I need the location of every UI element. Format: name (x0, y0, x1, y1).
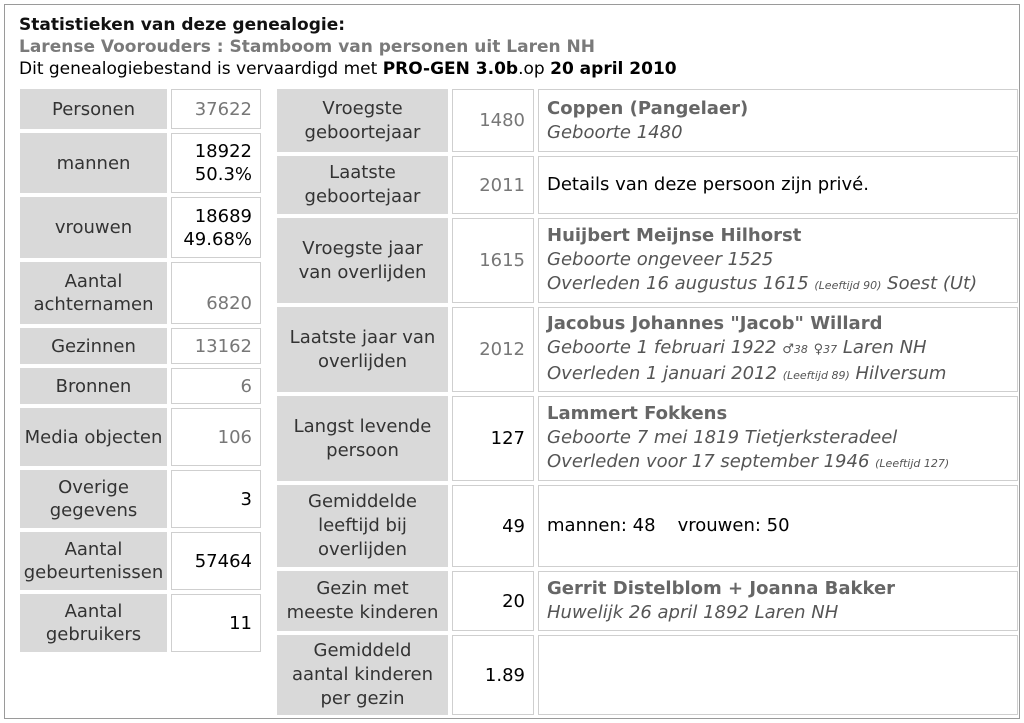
record-value: 2011 (452, 156, 534, 214)
stat-row-gebeurtenissen (20, 532, 261, 590)
page-title: Statistieken van deze genealogie: (19, 15, 346, 35)
record-detail (538, 485, 1018, 567)
record-label: Vroegste geboortejaar (277, 89, 448, 152)
stat-row-bronnen (20, 368, 261, 404)
stat-label: vrouwen (20, 197, 167, 258)
record-row-gemiddeld-kinderen (277, 635, 1018, 715)
stat-label: mannen (20, 133, 167, 193)
record-row-vroegste-overlijden (277, 218, 1018, 303)
birth-line: Geboorte ongeveer 1525 (547, 248, 774, 270)
stat-value: 3 (171, 470, 261, 528)
stat-row-gezinnen (20, 328, 261, 364)
made-with-line (19, 58, 1009, 80)
birth-line: Geboorte 1 februari 1922 ♂38 ♀37 Laren NH (547, 336, 927, 358)
stat-label: Overige gegevens (20, 470, 167, 528)
record-row-meeste-kinderen (277, 571, 1018, 631)
stat-row-vrouwen (20, 197, 261, 258)
made-date: 20 april 2010 (550, 59, 677, 79)
gender-averages: mannen: 48 vrouwen: 50 (547, 515, 790, 536)
record-row-laatste-overlijden (277, 307, 1018, 392)
record-label: Laatste geboortejaar (277, 156, 448, 214)
record-detail (538, 307, 1018, 392)
record-label: Gemiddeld aantal kinderen per gezin (277, 635, 448, 715)
stat-row-overige (20, 470, 261, 528)
header (19, 14, 1009, 80)
stat-row-gebruikers (20, 594, 261, 652)
stat-value: 13162 (171, 328, 261, 364)
record-detail (538, 396, 1018, 481)
stat-row-mannen (20, 133, 261, 193)
made-mid: .op (518, 59, 545, 79)
death-line: Overleden 16 augustus 1615 (Leeftijd 90) Soest (Ut) (547, 272, 978, 294)
record-value: 1615 (452, 218, 534, 303)
female-icon: ♀ (813, 341, 824, 357)
person-link[interactable]: Lammert Fokkens (547, 402, 728, 424)
record-label: Laatste jaar van overlijden (277, 307, 448, 392)
stat-label: Gezinnen (20, 328, 167, 364)
stat-value: 6820 (171, 262, 261, 324)
made-prefix: Dit genealogiebestand is vervaardigd met (19, 59, 378, 79)
record-value: 127 (452, 396, 534, 481)
record-detail (538, 218, 1018, 303)
person-link[interactable]: Huijbert Meijnse Hilhorst (547, 224, 802, 246)
record-detail (538, 571, 1018, 631)
record-row-langst-levende (277, 396, 1018, 481)
stat-row-achternamen (20, 262, 261, 324)
stat-label: Aantal gebeurtenissen (20, 532, 167, 590)
record-label: Gemiddelde leeftijd bij overlijden (277, 485, 448, 567)
record-detail (538, 89, 1018, 152)
family-link[interactable]: Gerrit Distelblom + Joanna Bakker (547, 578, 896, 599)
stat-value: 6 (171, 368, 261, 404)
stat-value: 11 (171, 594, 261, 652)
program-name: PRO-GEN 3.0b (382, 59, 519, 79)
database-subtitle: Larense Voorouders : Stamboom van personen uit Laren NH (19, 37, 595, 57)
record-row-vroegste-geboortejaar (277, 89, 1018, 152)
stat-value: 18922 50.3% (171, 133, 261, 193)
record-value: 20 (452, 571, 534, 631)
stat-label: Personen (20, 89, 167, 129)
birth-line: Geboorte 1480 (547, 121, 683, 143)
stat-value: 106 (171, 408, 261, 466)
stat-value: 37622 (171, 89, 261, 129)
male-icon: ♂ (782, 341, 794, 357)
record-row-laatste-geboortejaar (277, 156, 1018, 214)
stat-row-media (20, 408, 261, 466)
person-link[interactable]: Jacobus Johannes "Jacob" Willard (547, 312, 883, 334)
record-value: 1480 (452, 89, 534, 152)
record-label: Vroegste jaar van overlijden (277, 218, 448, 303)
stat-value: 57464 (171, 532, 261, 590)
record-label: Gezin met meeste kinderen (277, 571, 448, 631)
record-value: 2012 (452, 307, 534, 392)
death-line: Overleden 1 januari 2012 (Leeftijd 89) Hilversum (547, 362, 947, 384)
record-value: 1.89 (452, 635, 534, 715)
stat-label: Aantal achternamen (20, 262, 167, 324)
death-line: Overleden voor 17 september 1946 (Leeftijd 127) (547, 450, 950, 472)
record-detail (538, 635, 1018, 715)
stat-value: 18689 49.68% (171, 197, 261, 258)
stat-row-personen (20, 89, 261, 129)
stat-label: Media objecten (20, 408, 167, 466)
record-label: Langst levende persoon (277, 396, 448, 481)
person-link[interactable]: Coppen (Pangelaer) (547, 97, 749, 119)
record-detail (538, 156, 1018, 214)
birth-line: Geboorte 7 mei 1819 Tietjerksteradeel (547, 426, 898, 448)
stat-label: Aantal gebruikers (20, 594, 167, 652)
record-row-gemiddelde-leeftijd (277, 485, 1018, 567)
record-value: 49 (452, 485, 534, 567)
marriage-line: Huwelijk 26 april 1892 Laren NH (547, 602, 839, 623)
stat-label: Bronnen (20, 368, 167, 404)
private-note: Details van deze persoon zijn privé. (547, 174, 869, 195)
